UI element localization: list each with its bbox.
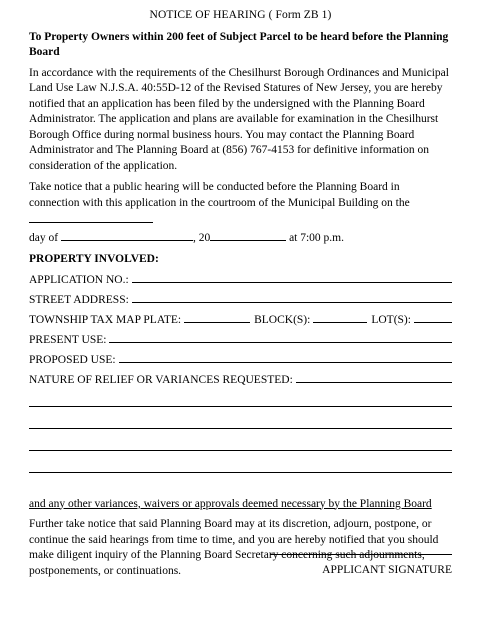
relief-line-4[interactable] [29,461,452,473]
hearing-year-field[interactable] [210,229,286,241]
hearing-month-field[interactable] [61,229,193,241]
application-no-label: APPLICATION NO.: [29,273,129,286]
tax-map-label: TOWNSHIP TAX MAP PLATE: [29,313,182,326]
adjournment-paragraph: Further take notice that said Planning Board may at its discretion, adjourn, postpone, or continue the said hearings from time to time, and you are hereby notified that you should make diligent inquiry of the Planning Board Secretary concerning such adjournments, postponements, or continuations. [29,518,439,577]
application-no-row [29,271,452,289]
proposed-use-row [29,351,452,369]
application-no-field[interactable] [132,271,452,283]
relief-line-2[interactable] [29,417,452,429]
block-field[interactable] [313,311,367,323]
intro-paragraph: In accordance with the requirements of the Chesilhurst Borough Ordinances and Municipal Land Use Law N.J.S.A. 40:55D-12 of the Revised Statures of New Jersey, you are hereby notified that an application has been filed by the undersigned with the Planning Board Administrator. The application and plans are available for examination in the Chesilhurst Borough Office during normal business hours. You may contact the Planning Board Administrator and The Planning Board at (856) 767-4153 for definitive information on consideration of the application. [29,66,449,172]
street-address-field[interactable] [132,291,452,303]
proposed-use-label: PROPOSED USE: [29,353,116,366]
hearing-text: Take notice that a public hearing will be conducted before the Planning Board in connection with this application in the courtroom of the Municipal Building on the [29,181,410,209]
hearing-paragraph [29,180,452,246]
property-heading: PROPERTY INVOLVED: [29,253,159,265]
block-label: BLOCK(S): [254,313,311,326]
nature-relief-field[interactable] [296,371,452,383]
present-use-label: PRESENT USE: [29,333,107,346]
relief-line-3[interactable] [29,439,452,451]
tax-map-row [29,311,452,329]
nature-relief-label: NATURE OF RELIEF OR VARIANCES REQUESTED: [29,373,293,386]
proposed-use-field[interactable] [119,351,452,363]
signature-block [270,553,452,579]
hearing-date-field[interactable] [29,211,153,223]
form-title: NOTICE OF HEARING ( Form ZB 1) [149,9,332,21]
relief-line-1[interactable] [29,395,452,407]
street-address-label: STREET ADDRESS: [29,293,129,306]
year-prefix: , 20 [192,231,211,244]
signature-field[interactable] [270,553,452,555]
lot-field[interactable] [414,311,452,323]
street-address-row [29,291,452,309]
present-use-row [29,331,452,349]
day-of-label: day of [29,231,59,244]
signature-label: APPLICANT SIGNATURE [322,564,452,576]
other-variances-text: and any other variances, waivers or approvals deemed necessary by the Planning Board [29,497,432,510]
tax-map-plate-field[interactable] [184,311,250,323]
present-use-field[interactable] [109,331,452,343]
nature-relief-row [29,371,452,389]
addressee-heading: To Property Owners within 200 feet of Subject Parcel to be heard before the Planning Board [29,30,449,58]
hearing-time: at 7:00 p.m. [289,231,345,244]
lot-label: LOT(S): [371,313,411,326]
